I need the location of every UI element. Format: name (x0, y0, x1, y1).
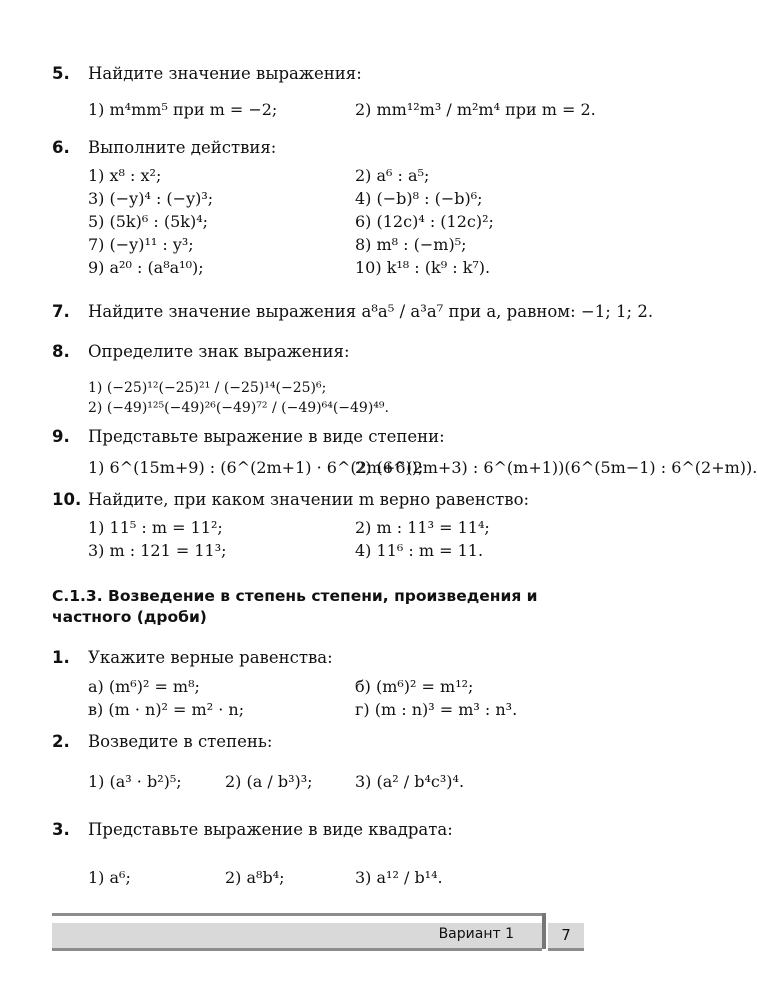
problem-6-item-8: 8) m⁸ : (−m)⁵; (355, 235, 467, 254)
problem-10-item-3: 3) m : 121 = 11³; (88, 541, 227, 560)
section-problem-1-item-b: б) (m⁶)² = m¹²; (355, 677, 474, 696)
problem-text: Найдите значение выражения a⁸a⁵ / a³a⁷ при a, равном: −1; 1; 2. (88, 302, 654, 321)
footer-separator (542, 913, 546, 949)
problem-text: Найдите, при каком значении m верно равенство: (88, 490, 530, 509)
footer-variant-bar (52, 923, 542, 951)
problem-6-item-5: 5) (5k)⁶ : (5k)⁴; (88, 212, 209, 231)
problem-9-item-1: 1) 6^(15m+9) : (6^(2m+1) · 6^(2m+6)); (88, 458, 424, 477)
problem-number: 5. (52, 64, 70, 83)
problem-number: 6. (52, 138, 70, 157)
section-problem-3-item-3: 3) a¹² / b¹⁴. (355, 868, 443, 887)
problem-10-item-2: 2) m : 11³ = 11⁴; (355, 518, 490, 537)
problem-number: 2. (52, 732, 70, 751)
problem-text: Найдите значение выражения: (88, 64, 362, 83)
problem-6-item-1: 1) x⁸ : x²; (88, 166, 162, 185)
problem-6-item-3: 3) (−y)⁴ : (−y)³; (88, 189, 214, 208)
problem-6-item-4: 4) (−b)⁸ : (−b)⁶; (355, 189, 483, 208)
problem-10-item-1: 1) 11⁵ : m = 11²; (88, 518, 223, 537)
section-problem-2-item-3: 3) (a² / b⁴c³)⁴. (355, 772, 465, 791)
footer-variant: Вариант 1 (438, 926, 514, 942)
section-problem-3-item-1: 1) a⁶; (88, 868, 131, 887)
problem-number: 9. (52, 427, 70, 446)
problem-6-item-6: 6) (12c)⁴ : (12c)²; (355, 212, 494, 231)
problem-6-item-9: 9) a²⁰ : (a⁸a¹⁰); (88, 258, 204, 277)
problem-number: 8. (52, 342, 70, 361)
section-heading: С.1.3. Возведение в степень степени, произведения и частного (дроби) (52, 587, 538, 626)
problem-5-item-2: 2) mm¹²m³ / m²m⁴ при m = 2. (355, 100, 596, 119)
problem-6-item-10: 10) k¹⁸ : (k⁹ : k⁷). (355, 258, 491, 277)
problem-text: Представьте выражение в виде степени: (88, 427, 445, 446)
problem-number: 3. (52, 820, 70, 839)
problem-5-item-1: 1) m⁴mm⁵ при m = −2; (88, 100, 278, 119)
page-number: 7 (548, 923, 584, 951)
problem-text: Укажите верные равенства: (88, 648, 333, 667)
problem-6-item-7: 7) (−y)¹¹ : y³; (88, 235, 194, 254)
section-problem-2-item-1: 1) (a³ · b²)⁵; (88, 772, 182, 791)
problem-10-item-4: 4) 11⁶ : m = 11. (355, 541, 484, 560)
problem-number: 7. (52, 302, 70, 321)
footer-rule (52, 913, 542, 916)
section-problem-1-item-a: а) (m⁶)² = m⁸; (88, 677, 200, 696)
problem-number: 10. (52, 490, 82, 509)
section-problem-3-item-2: 2) a⁸b⁴; (225, 868, 285, 887)
problem-text: Выполните действия: (88, 138, 277, 157)
problem-text: Представьте выражение в виде квадрата: (88, 820, 453, 839)
section-problem-1-item-g: г) (m : n)³ = m³ : n³. (355, 700, 518, 719)
section-problem-2-item-2: 2) (a / b³)³; (225, 772, 313, 791)
problem-number: 1. (52, 648, 70, 667)
problem-9-item-2: 2) (6^(2m+3) : 6^(m+1))(6^(5m−1) : 6^(2+m)). (355, 458, 757, 477)
problem-6-item-2: 2) a⁶ : a⁵; (355, 166, 430, 185)
problem-text: Определите знак выражения: (88, 342, 350, 361)
section-problem-1-item-v: в) (m · n)² = m² · n; (88, 700, 245, 719)
problem-8-item-1: 1) (−25)¹²(−25)²¹ / (−25)¹⁴(−25)⁶; (88, 380, 327, 396)
problem-text: Возведите в степень: (88, 732, 273, 751)
problem-8-item-2: 2) (−49)¹²⁵(−49)²⁶(−49)⁷² / (−49)⁶⁴(−49)⁴⁹. (88, 400, 389, 416)
